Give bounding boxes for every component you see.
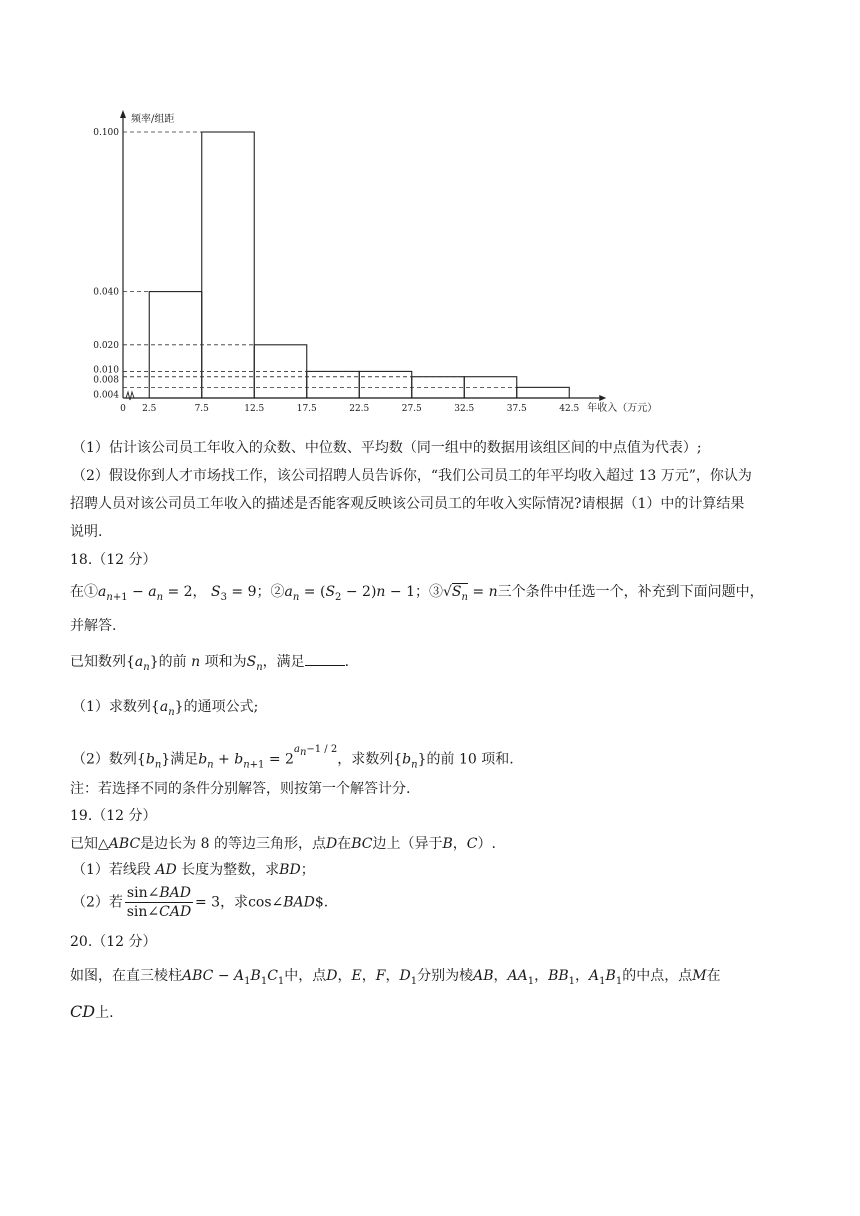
- x-tick-label: 2.5: [142, 404, 157, 414]
- q19-part2: （2）若 $\frac{\text{sin∠BAD}}{\text{sin∠CAD}}$ = 3，求cos∠BAD$.: [72, 885, 329, 920]
- x-tick-label: 27.5: [401, 404, 422, 414]
- q17-part1: （1）估计该公司员工年收入的众数、中位数、平均数（同一组中的数据用该组区间的中点值为代表）;: [72, 440, 702, 456]
- histogram-bar: [517, 387, 570, 398]
- q18-part1: （1）求数列$\{a_n\}$的通项公式;: [72, 699, 259, 718]
- q17-part2-line2: 招聘人员对该公司员工年收入的描述是否能客观反映该公司员工的年收入实际情况?请根据（1）中的计算结果: [70, 496, 745, 512]
- y-tick-label: 0.008: [93, 375, 119, 386]
- y-tick-label: 0.040: [93, 287, 119, 298]
- q18-conditions: 在$①a_{n+1} - a_n = 2$， $S_3 = 9$；$②a_n = (S_2 - 2)n - 1$；$③√S_n = n$三个条件中任选一个，补充到下面问题中，: [70, 584, 764, 603]
- q17-part2-line1: （2）假设你到人才市场找工作，该公司招聘人员告诉你，“我们公司员工的年平均收入超过 13 万元”，你认为: [72, 468, 752, 484]
- q17-part2-line3: 说明.: [70, 524, 103, 540]
- axis-break-mark: [126, 392, 134, 400]
- histogram-bar: [202, 132, 255, 398]
- histogram-bar: [359, 371, 412, 398]
- x-tick-label: 0: [120, 404, 126, 414]
- q20-heading: 20.（12 分）: [70, 934, 157, 950]
- q19-intro: 已知△ABC是边长为 8 的等边三角形，点D在BC边上（异于B，C）.: [70, 836, 496, 852]
- x-axis-arrow: [599, 395, 606, 401]
- x-axis-label: 年收入（万元）: [587, 403, 658, 414]
- q20-line2: CD上.: [70, 1002, 114, 1021]
- q18-part2: （2）数列$\{b_n\}$满足$b_n + b_{n+1} = 2^{a_n-1 / 2}$，求数列$\{b_n\}$的前 10 项和.: [72, 744, 514, 771]
- x-tick-label: 7.5: [194, 404, 209, 414]
- q19-part1: （1）若线段 AD 长度为整数，求BD；: [72, 862, 315, 878]
- x-tick-label: 12.5: [244, 404, 265, 414]
- q18-heading: 18.（12 分）: [70, 552, 157, 568]
- y-axis-label: 频率/组距: [131, 114, 175, 125]
- x-tick-label: 17.5: [296, 404, 317, 414]
- y-tick-label: 0.100: [93, 128, 119, 138]
- x-tick-label: 22.5: [349, 404, 370, 414]
- x-tick-label: 37.5: [506, 404, 527, 414]
- x-tick-label: 32.5: [454, 404, 475, 414]
- y-tick-label: 0.010: [93, 365, 119, 376]
- y-axis-arrow: [120, 110, 126, 118]
- income-histogram: [80, 100, 658, 420]
- q18-note: 注：若选择不同的条件分别解答，则按第一个解答计分.: [70, 781, 411, 797]
- histogram-bar: [307, 371, 360, 398]
- q18-given: 已知数列$\{a_n\}$的前 n 项和为$S_n$，满足 .: [70, 654, 350, 673]
- q19-heading: 19.（12 分）: [70, 808, 157, 824]
- y-tick-label: 0.004: [93, 390, 119, 401]
- q18-conditions-end: 并解答.: [70, 618, 117, 634]
- y-tick-label: 0.020: [93, 340, 119, 351]
- answer-blank: [305, 653, 345, 666]
- x-tick-label: 42.5: [559, 404, 580, 414]
- q20-line1: 如图，在直三棱柱ABC − $A_1B_1C_1$中，点D，E，F，$D_1$分别为棱AB，$AA_1$，$BB_1$，$A_1B_1$的中点，点M在: [70, 968, 721, 987]
